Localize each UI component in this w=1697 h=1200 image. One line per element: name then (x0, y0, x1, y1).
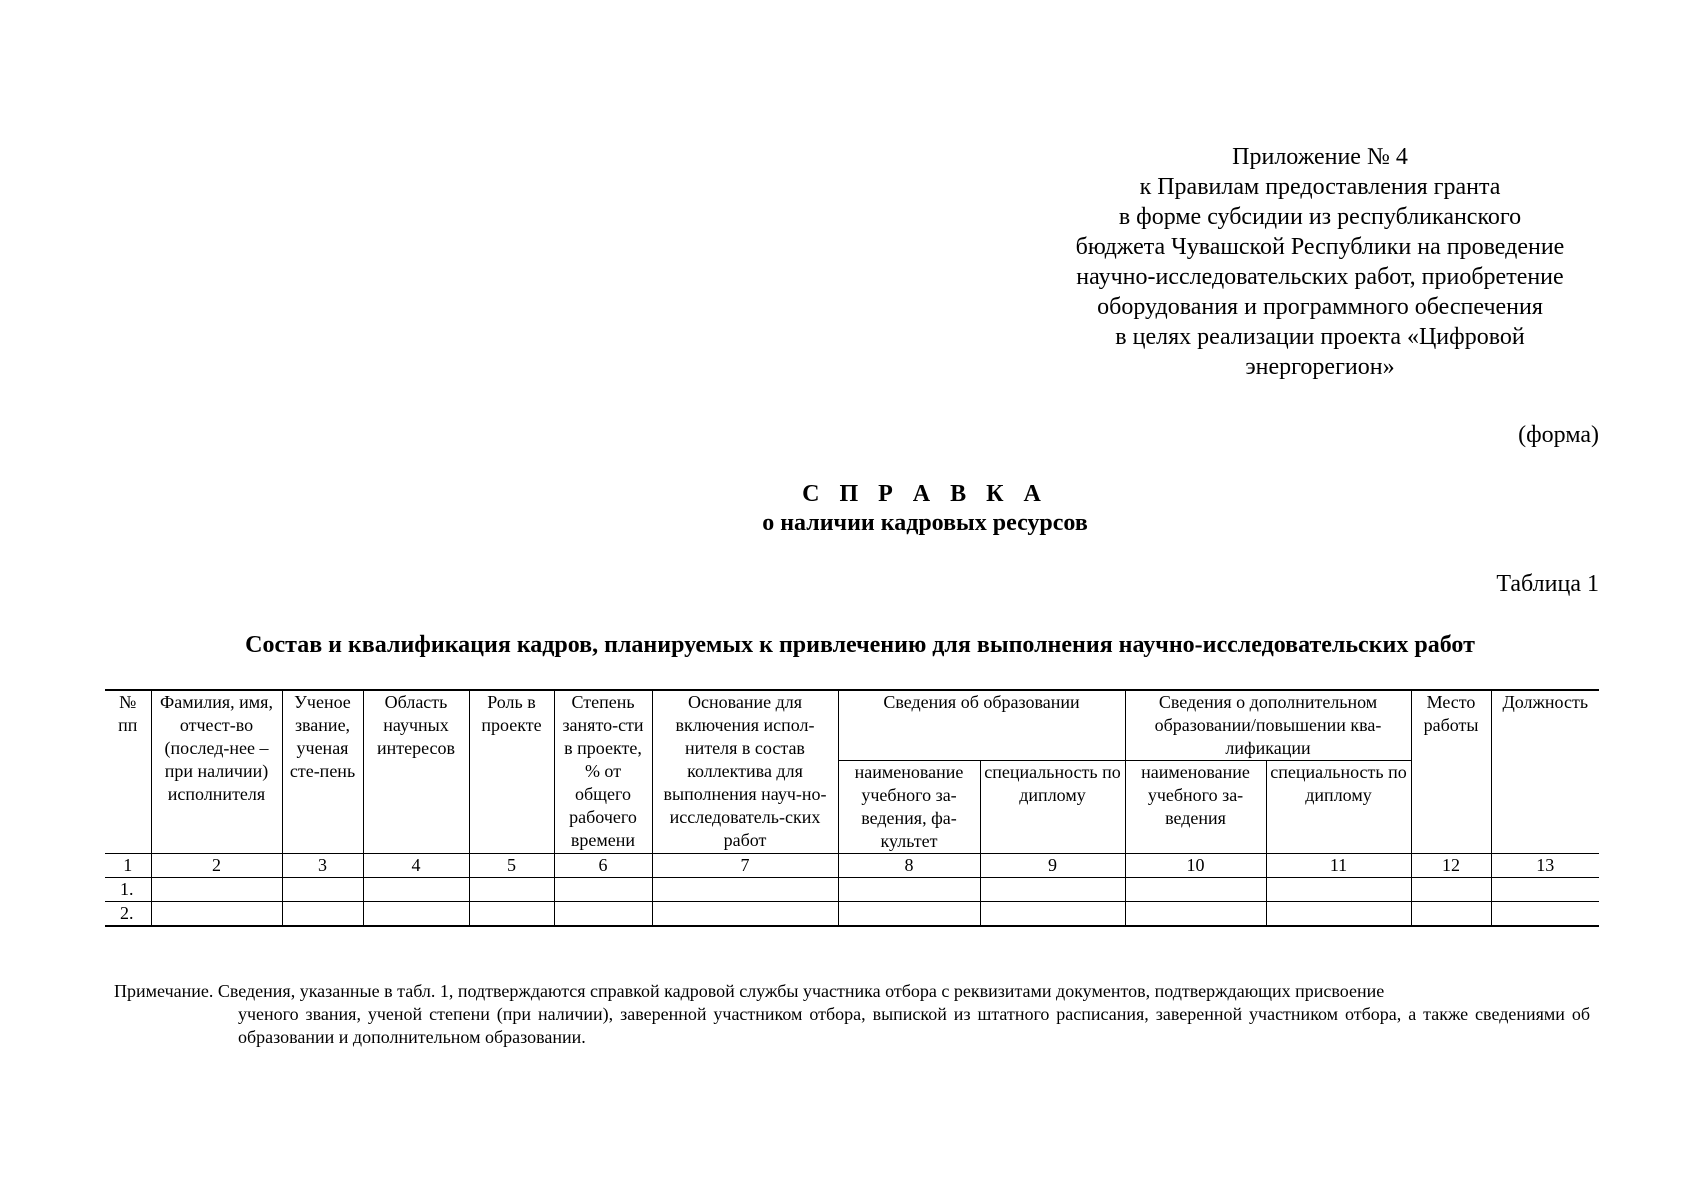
column-number: 13 (1491, 854, 1599, 878)
table-cell (469, 902, 554, 927)
appendix-line: в форме субсидии из республиканского (1118, 204, 1522, 230)
note-first-line: Примечание. Сведения, указанные в табл. 1, подтверждаются справкой кадровой службы участника отбора с реквизитами документов, подтверждающих присвоение (114, 981, 1385, 1001)
header-basis: Основание для включения испол-нителя в состав коллектива для выполнения науч-но-исследователь-ских работ (652, 690, 838, 854)
table-cell (151, 902, 282, 927)
table-cell (363, 878, 469, 902)
table-cell (1266, 902, 1411, 927)
column-number: 7 (652, 854, 838, 878)
column-number: 9 (980, 854, 1125, 878)
table-cell (1125, 902, 1266, 927)
appendix-line: в целях реализации проекта «Цифровой (1115, 324, 1525, 350)
column-number: 6 (554, 854, 652, 878)
row-number: 1. (105, 878, 151, 902)
column-number: 5 (469, 854, 554, 878)
document-subtitle: о наличии кадровых ресурсов (762, 510, 1088, 536)
table-cell (980, 902, 1125, 927)
header-addl-specialty: специальность по диплому (1266, 761, 1411, 854)
header-num: № пп (105, 690, 151, 854)
header-edu-institution: наименование учебного за-ведения, фа-культет (838, 761, 980, 854)
table-cell (1491, 878, 1599, 902)
table-cell (1411, 902, 1491, 927)
column-number: 11 (1266, 854, 1411, 878)
header-edu-specialty: специальность по диплому (980, 761, 1125, 854)
column-number: 1 (105, 854, 151, 878)
column-number: 2 (151, 854, 282, 878)
header-name: Фамилия, имя, отчест-во (послед-нее – при наличии) исполнителя (151, 690, 282, 854)
table-cell (151, 878, 282, 902)
table-cell (838, 878, 980, 902)
row-number: 2. (105, 902, 151, 927)
appendix-block (1000, 142, 1640, 382)
header-workplace: Место работы (1411, 690, 1491, 854)
header-additional-education-group: Сведения о дополнительном образовании/повышении ква-лификации (1125, 690, 1411, 761)
table-cell (838, 902, 980, 927)
staff-table (105, 689, 1599, 927)
appendix-line: бюджета Чувашской Республики на проведение (1075, 234, 1565, 260)
header-degree: Ученое звание, ученая сте-пень (282, 690, 363, 854)
note-block (114, 980, 1590, 1049)
table-cell (652, 878, 838, 902)
note-continuation: ученого звания, ученой степени (при наличии), заверенной участником отбора, выпиской из штатного расписания, заверенной участником отбора, а также сведениями об образовании и дополнительном образовании. (238, 1004, 1590, 1047)
column-number: 8 (838, 854, 980, 878)
appendix-line: научно-исследовательских работ, приобретение (1076, 264, 1564, 290)
table-cell (469, 878, 554, 902)
appendix-line: Приложение № 4 (1232, 144, 1408, 170)
column-number: 4 (363, 854, 469, 878)
header-education-group: Сведения об образовании (838, 690, 1125, 761)
table-cell (554, 878, 652, 902)
table-header-row (105, 690, 1599, 761)
table-cell (1266, 878, 1411, 902)
table-cell (282, 878, 363, 902)
form-label: (форма) (1518, 422, 1599, 448)
table-row (105, 902, 1599, 927)
header-role: Роль в проекте (469, 690, 554, 854)
table-cell (554, 902, 652, 927)
appendix-line: оборудования и программного обеспечения (1097, 294, 1543, 320)
appendix-line: к Правилам предоставления гранта (1139, 174, 1501, 200)
header-employment: Степень занято-сти в проекте, % от общего рабочего времени (554, 690, 652, 854)
table-number-label: Таблица 1 (1496, 571, 1599, 597)
document-title: С П Р А В К А (802, 481, 1048, 507)
table-cell (1491, 902, 1599, 927)
header-position: Должность (1491, 690, 1599, 854)
column-number-row (105, 854, 1599, 878)
table-cell (1411, 878, 1491, 902)
table-cell (363, 902, 469, 927)
header-addl-institution: наименование учебного за-ведения (1125, 761, 1266, 854)
table-caption: Состав и квалификация кадров, планируемых к привлечению для выполнения научно-исследовательских работ (245, 632, 1475, 658)
table-cell (980, 878, 1125, 902)
table-cell (282, 902, 363, 927)
column-number: 3 (282, 854, 363, 878)
table-cell (652, 902, 838, 927)
header-interests: Область научных интересов (363, 690, 469, 854)
appendix-line: энергорегион» (1245, 354, 1395, 380)
table-row (105, 878, 1599, 902)
column-number: 10 (1125, 854, 1266, 878)
column-number: 12 (1411, 854, 1491, 878)
table-cell (1125, 878, 1266, 902)
